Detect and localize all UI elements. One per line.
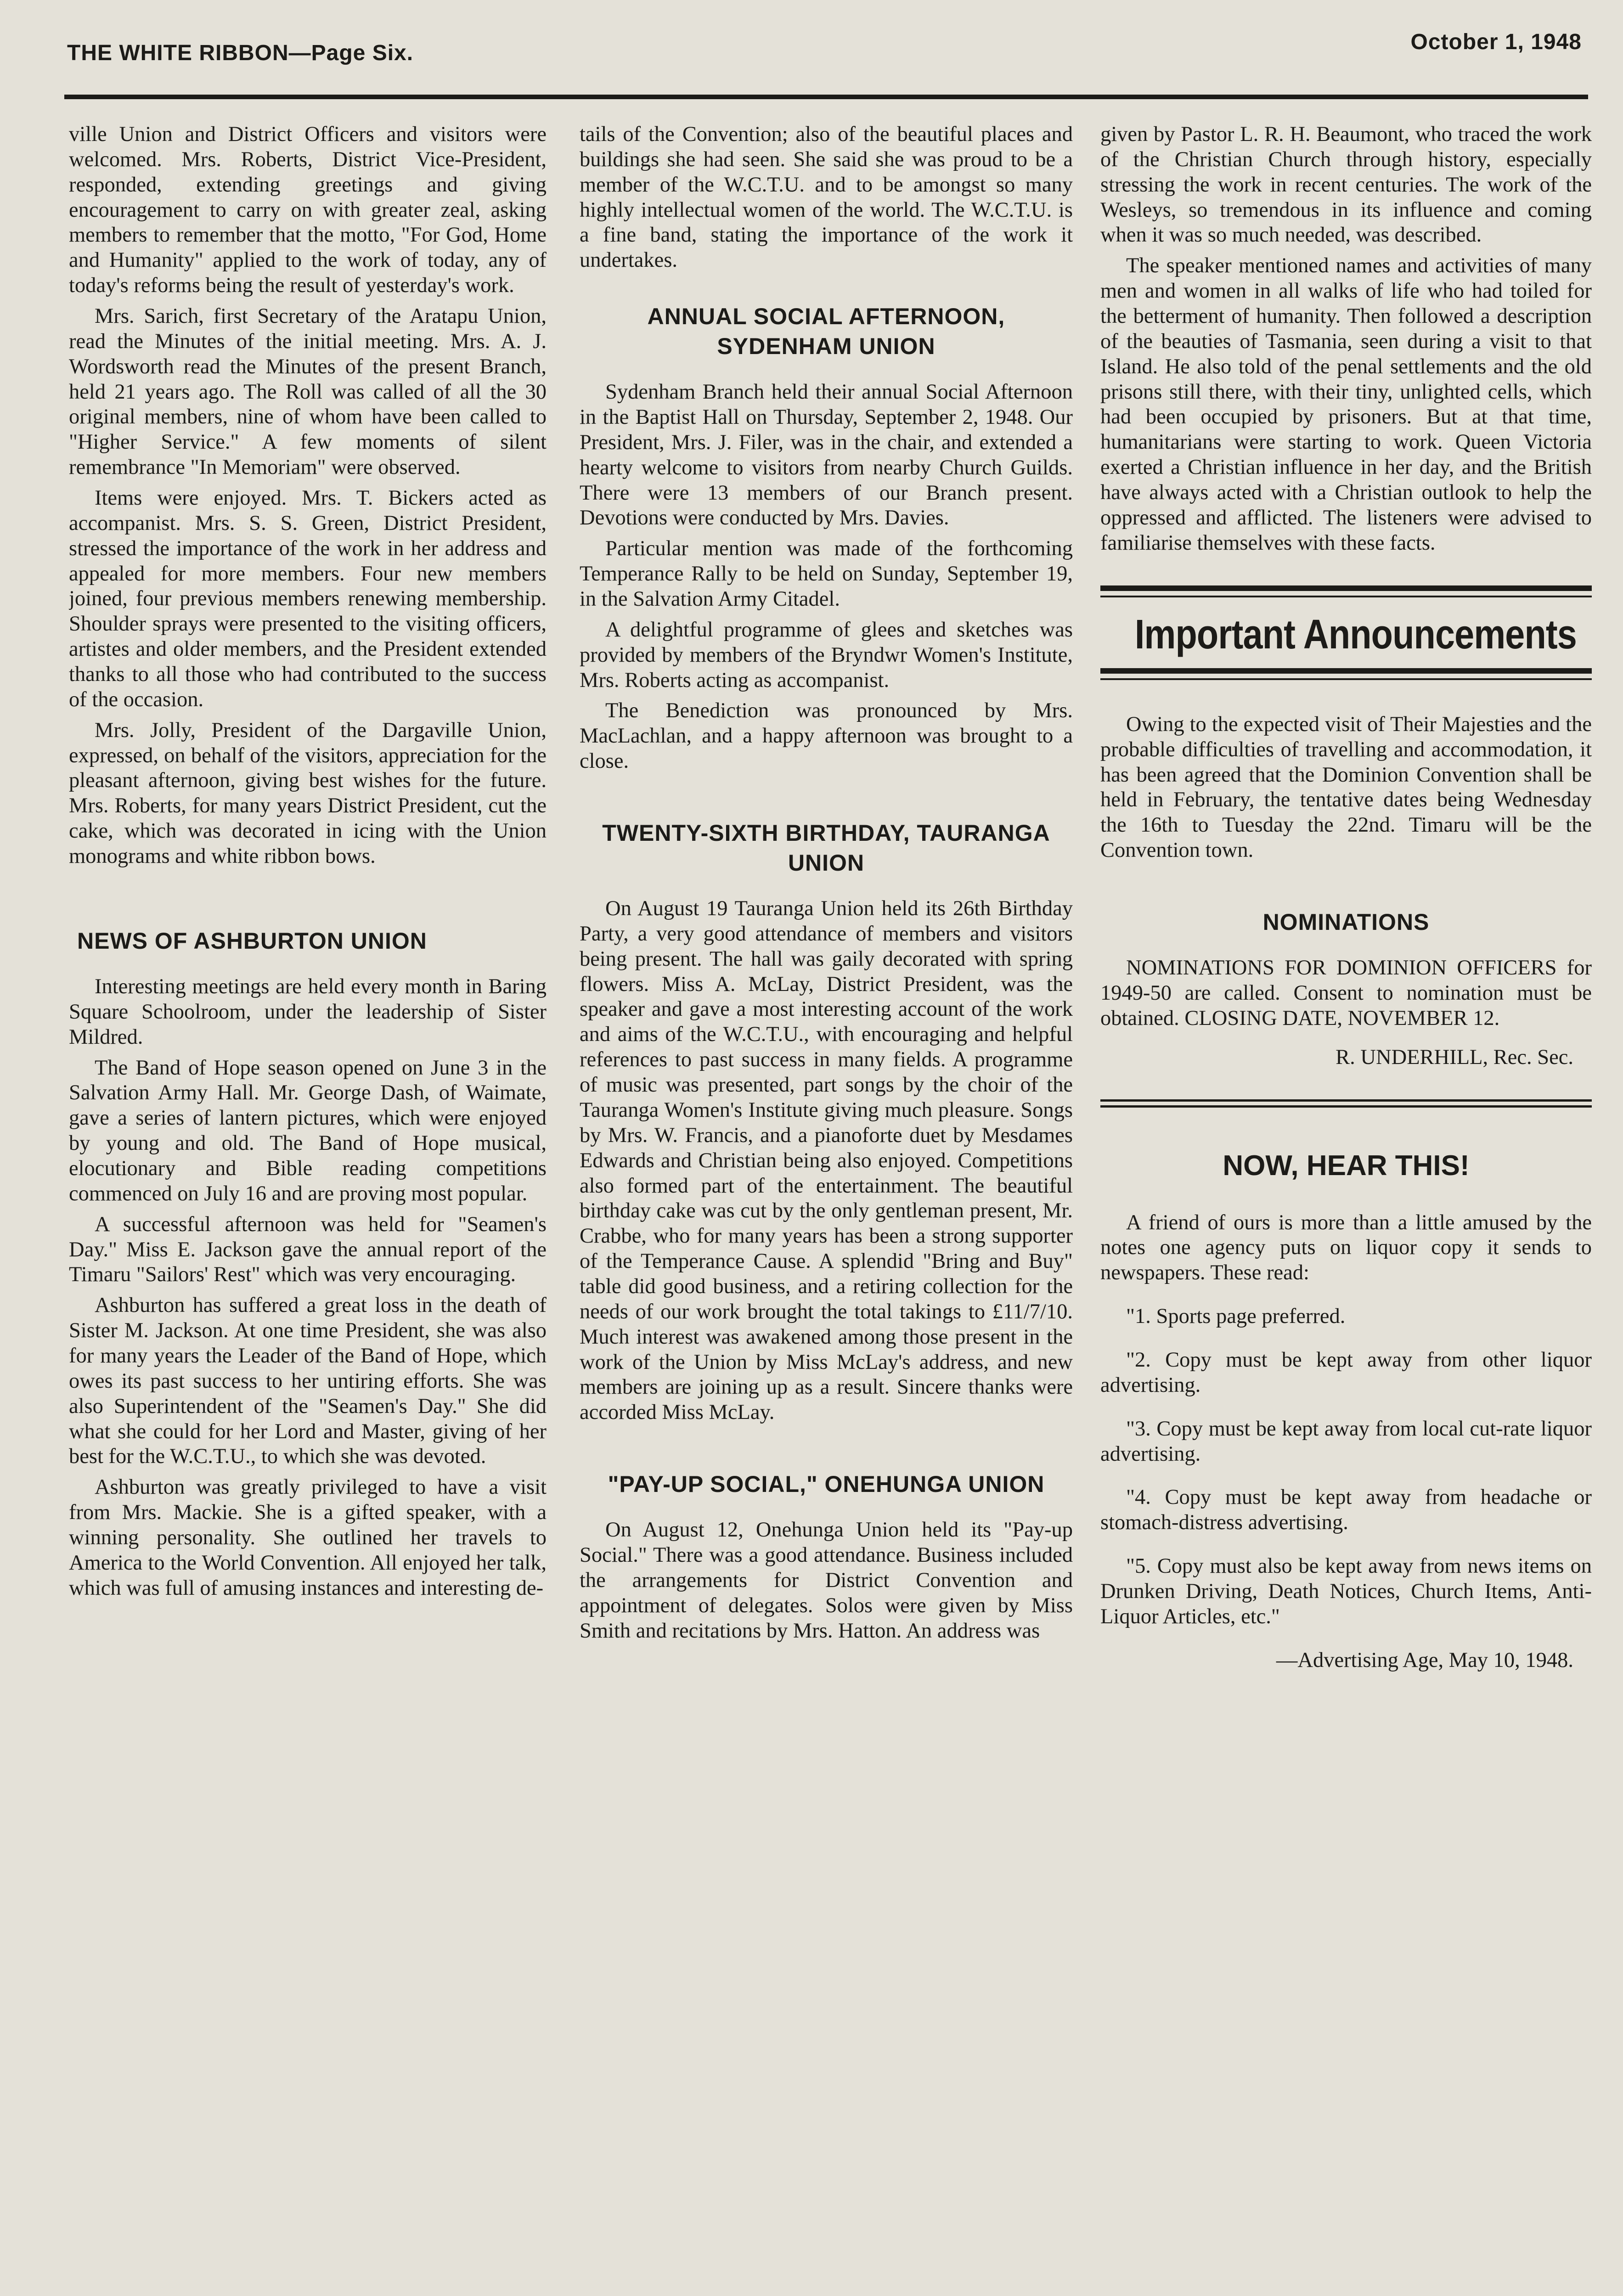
issue-date: October 1, 1948 xyxy=(1410,30,1582,54)
list-item: "4. Copy must be kept away from headache or stomach-distress advertising. xyxy=(1100,1486,1592,1535)
section-rule xyxy=(1100,585,1592,597)
hear-this-list xyxy=(1100,1210,1592,1630)
article-heading-sydenham: ANNUAL SOCIAL AFTERNOON, SYDENHAM UNION xyxy=(647,304,1005,360)
paragraph: Mrs. Sarich, first Secretary of the Aratapu Union, read the Minutes of the initial meeting. Mrs. A. J. Wordsworth read the Minutes of the present Branch, held 21 years ago. The Roll was called of all the 30 original members, nine of whom have been called to "Higher Service." A few moments of silent remembrance "In Memoriam" were observed. xyxy=(69,304,547,479)
now-hear-this-heading: NOW, HEAR THIS! xyxy=(1223,1150,1470,1182)
paragraph: Sydenham Branch held their annual Social Afternoon in the Baptist Hall on Thursday, September 2, 1948. Our President, Mrs. J. Filer, was in the chair, and extended a hearty welcome to visitors from nearby Church Guilds. There were 13 members of our Branch present. Devotions were conducted by Mrs. Davies. xyxy=(580,380,1073,530)
running-header: THE WHITE RIBBON—Page Six. xyxy=(67,41,414,65)
list-item: "5. Copy must also be kept away from news items on Drunken Driving, Death Notices, Church Items, Anti-Liquor Articles, etc." xyxy=(1100,1554,1592,1628)
section-rule xyxy=(1100,1099,1592,1108)
column-2 xyxy=(580,122,1073,2296)
article-heading-tauranga: TWENTY-SIXTH BIRTHDAY, TAURANGA UNION xyxy=(602,820,1050,876)
paragraph: Ashburton was greatly privileged to have a visit from Mrs. Mackie. She is a gifted speaker, with a winning personality. She outlined her travels to America to the World Convention. All enjoyed her talk, which was full of amusing instances and interesting de- xyxy=(69,1475,547,1600)
paragraph: Owing to the expected visit of Their Majesties and the probable difficulties of travelling and accommodation, it has been agreed that the Dominion Convention shall be held in February, the tentative dates being Wednesday the 16th to Tuesday the 22nd. Timaru will be the Convention town. xyxy=(1100,712,1592,862)
column-1 xyxy=(69,122,547,2296)
header-rule xyxy=(64,95,1588,99)
paragraph: A successful afternoon was held for "Seamen's Day." Miss E. Jackson gave the annual report of the Timaru "Sailors' Rest" which was very encouraging. xyxy=(69,1212,547,1287)
paragraph: Items were enjoyed. Mrs. T. Bickers acted as accompanist. Mrs. S. S. Green, District President, stressed the importance of the work in her address and appealed for more members. Four new members joined, four previous members renewing membership. Shoulder sprays were presented to the visiting officers, artistes and older members, and the President extended thanks to all those who had contributed to the success of the occasion. xyxy=(69,486,547,711)
paragraph: The speaker mentioned names and activities of many men and women in all walks of life who had toiled for the betterment of humanity. Then followed a description of the beauties of Tasmania, seen during a visit to that Island. He also told of the penal settlements and the old prisons still there, with their tiny, unlighted cells, which had been occupied by prisoners. But at that time, humanitarians were starting to work. Queen Victoria exerted a Christian influence in her day, and the British have always acted with a Christian outlook to help the oppressed and afflicted. The listeners were advised to familiarise themselves with these facts. xyxy=(1100,254,1592,555)
paragraph: On August 12, Onehunga Union held its "Pay-up Social." There was a good attendance. Business included the arrangements for District Convention and appointment of delegates. Solos were given by Miss Smith and recitations by Mrs. Hatton. An address was xyxy=(580,1518,1073,1643)
nominations-heading: NOMINATIONS xyxy=(1262,909,1430,935)
paragraph: Particular mention was made of the forthcoming Temperance Rally to be held on Sunday, September 19, in the Salvation Army Citadel. xyxy=(580,537,1073,611)
signature-line: R. UNDERHILL, Rec. Sec. xyxy=(1336,1045,1573,1069)
section-rule xyxy=(1100,668,1592,680)
list-item: "1. Sports page preferred. xyxy=(1126,1305,1346,1328)
paragraph: A friend of ours is more than a little amused by the notes one agency puts on liquor copy it sends to newspapers. These read: xyxy=(1100,1210,1592,1285)
article-heading-onehunga: "PAY-UP SOCIAL," ONEHUNGA UNION xyxy=(608,1471,1045,1497)
column-3 xyxy=(1100,122,1592,2296)
paragraph: ville Union and District Officers and visitors were welcomed. Mrs. Roberts, District Vice-President, responded, extending greetings and giving encouragement to carry on with greater zeal, asking members to remember that the motto, "For God, Home and Humanity" applied to the work of today, any of today's reforms being the result of yesterday's work. xyxy=(69,123,547,298)
list-item: "3. Copy must be kept away from local cut-rate liquor advertising. xyxy=(1100,1417,1592,1466)
paragraph: Interesting meetings are held every month in Baring Square Schoolroom, under the leadership of Sister Mildred. xyxy=(69,974,547,1049)
paragraph: tails of the Convention; also of the beautiful places and buildings she had seen. She said she was proud to be a member of the W.C.T.U. and to be amongst so many highly intellectual women of the world. The W.C.T.U. is a fine band, stating the importance of the work it undertakes. xyxy=(580,123,1073,272)
paragraph: The Band of Hope season opened on June 3 in the Salvation Army Hall. Mr. George Dash, of Waimate, gave a series of lantern pictures, which were enjoyed by young and old. The Band of Hope musical, elocutionary and Bible reading competitions commenced on July 16 and are proving most popular. xyxy=(69,1056,547,1205)
attribution: —Advertising Age, May 10, 1948. xyxy=(1276,1648,1573,1672)
paragraph: Ashburton has suffered a great loss in the death of Sister M. Jackson. At one time President, she was also for many years the Leader of the Band of Hope, which owes its past success to her untiring efforts. She was also Superintendent of the "Seamen's Day." She did what she could for her Lord and Master, giving of her best for the W.C.T.U., to which she was devoted. xyxy=(69,1294,547,1469)
paragraph: A delightful programme of glees and sketches was provided by members of the Bryndwr Women's Institute, Mrs. Roberts acting as accompanist. xyxy=(580,618,1073,692)
paragraph: The Benediction was pronounced by Mrs. MacLachlan, and a happy afternoon was brought to a close. xyxy=(580,699,1073,773)
paragraph: On August 19 Tauranga Union held its 26th Birthday Party, a very good attendance of members and visitors being present. The hall was gaily decorated with spring flowers. Miss A. McLay, District President, was the speaker and gave a most interesting account of the work and aims of the W.C.T.U., with encouraging and helpful references to past success in many fields. A programme of music was presented, part songs by the choir of the Tauranga Women's Institute giving much pleasure. Songs by Mrs. W. Francis, and a pianoforte duet by Mesdames Edwards and Christian being also enjoyed. Competitions also formed part of the entertainment. The beautiful birthday cake was cut by the only gentleman present, Mr. Crabbe, who for many years has been a strong supporter of the Temperance Cause. A splendid "Bring and Buy" table did good business, and a retiring collection for the needs of our work brought the total takings to £11/7/10. Much interest was awakened among those present in the work of the Union by Miss McLay's address, and new members are joining up as a result. Sincere thanks were accorded Miss McLay. xyxy=(580,897,1073,1424)
article-heading-ashburton: NEWS OF ASHBURTON UNION xyxy=(77,928,427,954)
paragraph: given by Pastor L. R. H. Beaumont, who traced the work of the Christian Church through history, especially stressing the work in recent centuries. The work of the Wesleys, so tremendous in its influence and coming when it was so much needed, was described. xyxy=(1100,123,1592,247)
list-item: "2. Copy must be kept away from other liquor advertising. xyxy=(1100,1348,1592,1397)
paragraph: Mrs. Jolly, President of the Dargaville Union, expressed, on behalf of the visitors, appreciation for the pleasant afternoon, giving best wishes for the future. Mrs. Roberts, for many years District President, cut the cake, which was decorated in icing with the Union monograms and white ribbon bows. xyxy=(69,718,547,868)
important-announcements-banner: Important Announcements xyxy=(1134,611,1577,658)
paragraph: NOMINATIONS FOR DOMINION OFFICERS for 1949-50 are called. Consent to nomination must be obtained. CLOSING DATE, NOVEMBER 12. xyxy=(1100,956,1592,1030)
